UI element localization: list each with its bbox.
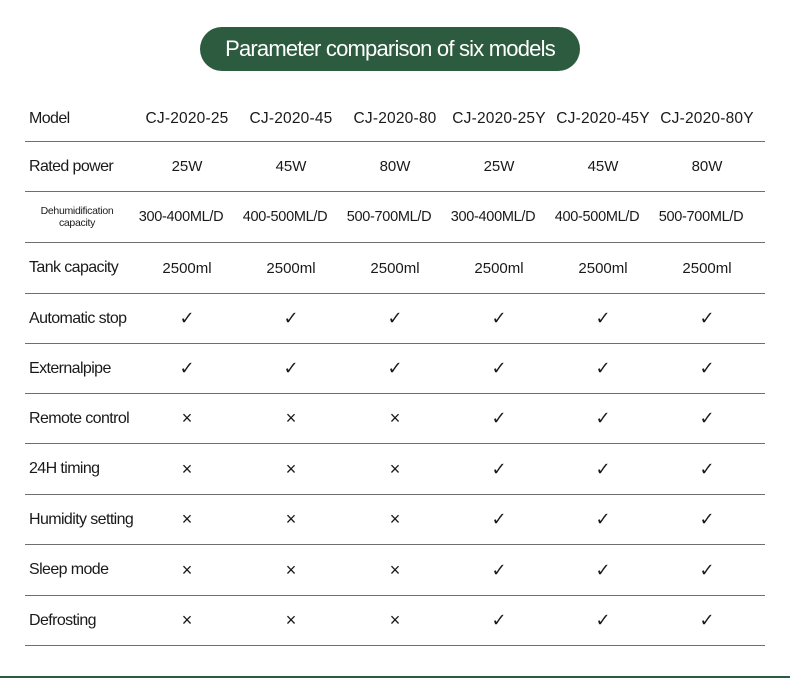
cross-icon: ×	[389, 509, 401, 529]
check-icon: ✓	[387, 358, 403, 378]
table-cell: 2500ml	[474, 259, 524, 277]
row-label: Sleep mode	[29, 561, 109, 578]
row-label: Humidity setting	[29, 510, 134, 528]
table-cell: 500-700ML/D	[658, 209, 744, 225]
check-icon: ✓	[491, 509, 507, 529]
cross-icon: ×	[285, 610, 297, 630]
check-icon: ✓	[491, 458, 507, 479]
table-row-24h-timing	[25, 444, 765, 495]
check-icon: ✓	[595, 509, 611, 529]
check-icon: ✓	[491, 559, 507, 580]
check-icon: ✓	[491, 610, 507, 630]
table-cell: 400-500ML/D	[554, 209, 640, 225]
page-title: Parameter comparison of six models	[200, 27, 580, 71]
table-cell: 25W	[171, 158, 203, 175]
table-row-external-pipe	[25, 344, 765, 394]
bottom-divider	[0, 676, 790, 678]
check-icon: ✓	[283, 308, 299, 328]
cross-icon: ×	[181, 408, 193, 428]
check-icon: ✓	[179, 308, 195, 328]
row-label: Rated power	[29, 157, 114, 175]
check-icon: ✓	[595, 458, 611, 479]
cross-icon: ×	[181, 559, 193, 580]
row-label: 24H timing	[29, 460, 100, 477]
cross-icon: ×	[285, 559, 297, 580]
table-cell: 2500ml	[162, 259, 212, 277]
row-label: Tank capacity	[29, 259, 119, 276]
check-icon: ✓	[699, 458, 715, 479]
table-row-defrosting	[25, 596, 765, 646]
model-header: CJ-2020-45Y	[556, 109, 650, 127]
cross-icon: ×	[181, 509, 193, 529]
table-cell: 80W	[691, 158, 723, 175]
check-icon: ✓	[387, 308, 403, 328]
table-row-rated-power	[25, 142, 765, 192]
cross-icon: ×	[389, 408, 401, 428]
row-label: Defrosting	[29, 611, 96, 629]
table-row-humidity-setting	[25, 495, 765, 545]
row-label-model: Model	[29, 109, 70, 127]
table-cell: 2500ml	[578, 259, 628, 277]
row-label: Dehumidification capacity	[40, 205, 114, 229]
cross-icon: ×	[285, 509, 297, 529]
check-icon: ✓	[699, 408, 715, 428]
table-row-remote-control	[25, 394, 765, 444]
check-icon: ✓	[699, 610, 715, 630]
model-header: CJ-2020-25Y	[452, 109, 546, 127]
check-icon: ✓	[699, 358, 715, 378]
model-header: CJ-2020-80	[353, 109, 437, 127]
cross-icon: ×	[181, 458, 193, 479]
table-row-dehumidification	[25, 192, 765, 243]
table-cell: 2500ml	[682, 259, 732, 277]
table-cell: 500-700ML/D	[346, 209, 432, 225]
check-icon: ✓	[491, 358, 507, 378]
table-cell: 45W	[275, 158, 307, 175]
check-icon: ✓	[595, 308, 611, 328]
cross-icon: ×	[389, 559, 401, 580]
check-icon: ✓	[491, 308, 507, 328]
check-icon: ✓	[699, 308, 715, 328]
row-label: Externalpipe	[29, 359, 111, 377]
table-cell: 80W	[379, 158, 411, 175]
table-cell: 2500ml	[370, 259, 420, 277]
check-icon: ✓	[179, 358, 195, 378]
check-icon: ✓	[699, 559, 715, 580]
cross-icon: ×	[181, 610, 193, 630]
model-header: CJ-2020-25	[145, 109, 229, 127]
table-cell: 400-500ML/D	[242, 209, 328, 225]
model-header: CJ-2020-45	[249, 109, 333, 127]
model-header: CJ-2020-80Y	[660, 109, 754, 127]
check-icon: ✓	[595, 408, 611, 428]
table-cell: 300-400ML/D	[450, 209, 536, 225]
table-cell: 45W	[587, 158, 619, 175]
check-icon: ✓	[595, 610, 611, 630]
comparison-table	[25, 96, 765, 646]
row-label: Remote control	[29, 409, 130, 427]
cross-icon: ×	[389, 458, 401, 479]
cross-icon: ×	[389, 610, 401, 630]
table-row-tank-capacity	[25, 243, 765, 294]
check-icon: ✓	[699, 509, 715, 529]
check-icon: ✓	[491, 408, 507, 428]
check-icon: ✓	[283, 358, 299, 378]
table-row-automatic-stop	[25, 294, 765, 344]
table-cell: 25W	[483, 158, 515, 175]
table-header-row	[25, 96, 765, 142]
check-icon: ✓	[595, 559, 611, 580]
cross-icon: ×	[285, 458, 297, 479]
row-label: Automatic stop	[29, 309, 127, 327]
table-cell: 300-400ML/D	[138, 209, 224, 225]
check-icon: ✓	[595, 358, 611, 378]
table-cell: 2500ml	[266, 259, 316, 277]
cross-icon: ×	[285, 408, 297, 428]
table-row-sleep-mode	[25, 545, 765, 596]
